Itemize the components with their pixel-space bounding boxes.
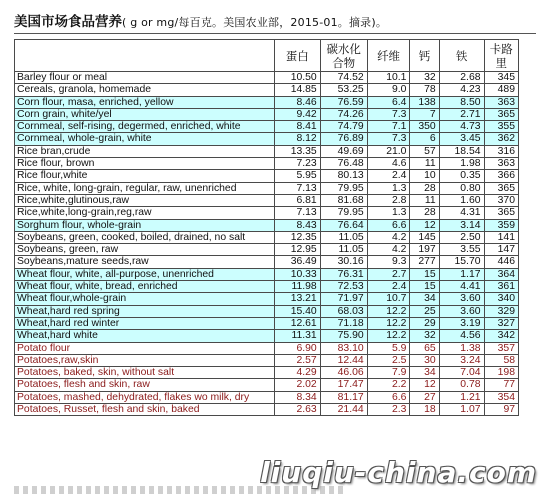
food-name-cell: Wheat,hard white (15, 330, 275, 342)
fiber-cell: 7.9 (367, 367, 410, 379)
table-row (15, 281, 519, 293)
fiber-cell: 6.4 (367, 96, 410, 108)
protein-cell: 6.90 (274, 342, 320, 354)
fiber-cell: 2.2 (367, 379, 410, 391)
calories-cell: 359 (484, 219, 518, 231)
protein-cell: 5.95 (274, 170, 320, 182)
fiber-cell: 1.3 (367, 207, 410, 219)
carbohydrate-cell: 74.52 (320, 72, 367, 84)
title-divider (14, 33, 536, 34)
table-row (15, 194, 519, 206)
calcium-cell: 65 (410, 342, 439, 354)
iron-cell: 7.04 (439, 367, 484, 379)
page-title (14, 13, 534, 32)
calcium-cell: 28 (410, 182, 439, 194)
table-row (15, 330, 519, 342)
calcium-cell: 25 (410, 305, 439, 317)
calories-cell: 370 (484, 194, 518, 206)
carbohydrate-cell: 21.44 (320, 404, 367, 416)
fiber-cell: 7.3 (367, 108, 410, 120)
iron-cell: 3.60 (439, 293, 484, 305)
iron-cell: 4.31 (439, 207, 484, 219)
food-name-cell: Rice flour, brown (15, 158, 275, 170)
fiber-cell: 10.7 (367, 293, 410, 305)
carbohydrate-cell: 12.44 (320, 354, 367, 366)
calcium-cell: 197 (410, 244, 439, 256)
table-row (15, 256, 519, 268)
carbohydrate-cell: 11.05 (320, 231, 367, 243)
fiber-cell: 6.6 (367, 219, 410, 231)
iron-cell: 3.19 (439, 317, 484, 329)
protein-cell: 2.63 (274, 404, 320, 416)
iron-cell: 18.54 (439, 145, 484, 157)
calcium-cell: 12 (410, 379, 439, 391)
calcium-cell: 11 (410, 194, 439, 206)
calories-cell: 77 (484, 379, 518, 391)
calories-cell: 354 (484, 391, 518, 403)
calcium-cell: 145 (410, 231, 439, 243)
fiber-cell: 7.1 (367, 121, 410, 133)
iron-cell: 3.24 (439, 354, 484, 366)
carbohydrate-cell: 81.68 (320, 194, 367, 206)
iron-cell: 4.56 (439, 330, 484, 342)
iron-cell: 1.38 (439, 342, 484, 354)
table-row (15, 145, 519, 157)
iron-cell: 1.17 (439, 268, 484, 280)
food-name-cell: Cereals, granola, homemade (15, 84, 275, 96)
table-row (15, 268, 519, 280)
table-header-row (15, 40, 519, 72)
fiber-cell: 2.4 (367, 170, 410, 182)
protein-cell: 10.50 (274, 72, 320, 84)
calories-cell: 355 (484, 121, 518, 133)
protein-cell: 7.23 (274, 158, 320, 170)
carbohydrate-cell: 83.10 (320, 342, 367, 354)
carbohydrate-cell: 76.89 (320, 133, 367, 145)
table-row (15, 219, 519, 231)
table-row (15, 158, 519, 170)
protein-cell: 8.34 (274, 391, 320, 403)
fiber-cell: 7.3 (367, 133, 410, 145)
food-name-cell: Corn flour, masa, enriched, yellow (15, 96, 275, 108)
calories-cell: 141 (484, 231, 518, 243)
food-name-cell: Rice,white,long-grain,reg,raw (15, 207, 275, 219)
calories-cell: 316 (484, 145, 518, 157)
food-name-cell: Barley flour or meal (15, 72, 275, 84)
carbohydrate-cell: 17.47 (320, 379, 367, 391)
calcium-cell: 15 (410, 281, 439, 293)
food-name-cell: Rice flour,white (15, 170, 275, 182)
carbohydrate-cell: 68.03 (320, 305, 367, 317)
table-row (15, 207, 519, 219)
calories-cell: 340 (484, 293, 518, 305)
carbohydrate-cell: 80.13 (320, 170, 367, 182)
header-iron: 铁 (439, 40, 484, 72)
protein-cell: 13.21 (274, 293, 320, 305)
calories-cell: 363 (484, 158, 518, 170)
table-row (15, 317, 519, 329)
fiber-cell: 12.2 (367, 330, 410, 342)
protein-cell: 11.98 (274, 281, 320, 293)
fiber-cell: 2.4 (367, 281, 410, 293)
calcium-cell: 29 (410, 317, 439, 329)
nutrition-table (14, 39, 519, 416)
iron-cell: 1.98 (439, 158, 484, 170)
fiber-cell: 5.9 (367, 342, 410, 354)
food-name-cell: Rice, white, long-grain, regular, raw, unenriched (15, 182, 275, 194)
iron-cell: 4.41 (439, 281, 484, 293)
carbohydrate-cell: 75.90 (320, 330, 367, 342)
fiber-cell: 4.6 (367, 158, 410, 170)
table-row (15, 231, 519, 243)
calories-cell: 364 (484, 268, 518, 280)
protein-cell: 10.33 (274, 268, 320, 280)
carbohydrate-cell: 74.79 (320, 121, 367, 133)
food-name-cell: Soybeans, green, raw (15, 244, 275, 256)
calories-cell: 357 (484, 342, 518, 354)
food-name-cell: Cornmeal, self-rising, degermed, enriched, white (15, 121, 275, 133)
food-name-cell: Sorghum flour, whole-grain (15, 219, 275, 231)
fiber-cell: 9.0 (367, 84, 410, 96)
food-name-cell: Wheat,hard red winter (15, 317, 275, 329)
calories-cell: 363 (484, 96, 518, 108)
calcium-cell: 32 (410, 72, 439, 84)
iron-cell: 3.60 (439, 305, 484, 317)
calcium-cell: 7 (410, 108, 439, 120)
table-row (15, 342, 519, 354)
protein-cell: 8.12 (274, 133, 320, 145)
table-row (15, 84, 519, 96)
title-subtitle: ( g or mg/每百克。美国农业部，2015-01。摘录)。 (122, 16, 388, 29)
fiber-cell: 9.3 (367, 256, 410, 268)
protein-cell: 2.02 (274, 379, 320, 391)
calories-cell: 362 (484, 133, 518, 145)
protein-cell: 8.41 (274, 121, 320, 133)
watermark: liuqiu-china.com (260, 456, 537, 489)
calcium-cell: 27 (410, 391, 439, 403)
fiber-cell: 12.2 (367, 305, 410, 317)
calcium-cell: 138 (410, 96, 439, 108)
calcium-cell: 277 (410, 256, 439, 268)
calcium-cell: 6 (410, 133, 439, 145)
iron-cell: 1.07 (439, 404, 484, 416)
iron-cell: 3.55 (439, 244, 484, 256)
table-row (15, 121, 519, 133)
protein-cell: 8.46 (274, 96, 320, 108)
table-row (15, 379, 519, 391)
calcium-cell: 350 (410, 121, 439, 133)
protein-cell: 9.42 (274, 108, 320, 120)
calories-cell: 198 (484, 367, 518, 379)
protein-cell: 7.13 (274, 207, 320, 219)
carbohydrate-cell: 71.97 (320, 293, 367, 305)
food-name-cell: Wheat flour, white, bread, enriched (15, 281, 275, 293)
fiber-cell: 2.8 (367, 194, 410, 206)
protein-cell: 8.43 (274, 219, 320, 231)
carbohydrate-cell: 72.53 (320, 281, 367, 293)
iron-cell: 0.78 (439, 379, 484, 391)
header-fiber: 纤维 (367, 40, 410, 72)
table-row (15, 244, 519, 256)
table-row (15, 293, 519, 305)
calories-cell: 446 (484, 256, 518, 268)
iron-cell: 0.80 (439, 182, 484, 194)
calcium-cell: 57 (410, 145, 439, 157)
carbohydrate-cell: 46.06 (320, 367, 367, 379)
calories-cell: 97 (484, 404, 518, 416)
carbohydrate-cell: 30.16 (320, 256, 367, 268)
protein-cell: 13.35 (274, 145, 320, 157)
carbohydrate-cell: 76.48 (320, 158, 367, 170)
fiber-cell: 10.1 (367, 72, 410, 84)
fiber-cell: 2.3 (367, 404, 410, 416)
protein-cell: 12.35 (274, 231, 320, 243)
calories-cell: 365 (484, 108, 518, 120)
calories-cell: 147 (484, 244, 518, 256)
table-row (15, 404, 519, 416)
protein-cell: 36.49 (274, 256, 320, 268)
carbohydrate-cell: 76.64 (320, 219, 367, 231)
carbohydrate-cell: 79.95 (320, 182, 367, 194)
protein-cell: 15.40 (274, 305, 320, 317)
table-row (15, 133, 519, 145)
table-row (15, 305, 519, 317)
food-name-cell: Potatoes,raw,skin (15, 354, 275, 366)
carbohydrate-cell: 74.26 (320, 108, 367, 120)
iron-cell: 2.50 (439, 231, 484, 243)
food-name-cell: Corn grain, white/yel (15, 108, 275, 120)
carbohydrate-cell: 71.18 (320, 317, 367, 329)
calcium-cell: 28 (410, 207, 439, 219)
calcium-cell: 34 (410, 293, 439, 305)
iron-cell: 1.21 (439, 391, 484, 403)
table-row (15, 108, 519, 120)
food-name-cell: Wheat flour,whole-grain (15, 293, 275, 305)
fiber-cell: 4.2 (367, 231, 410, 243)
header-carbohydrate: 碳水化合物 (320, 40, 367, 72)
calcium-cell: 10 (410, 170, 439, 182)
fiber-cell: 4.2 (367, 244, 410, 256)
table-row (15, 354, 519, 366)
calories-cell: 365 (484, 182, 518, 194)
table-row (15, 182, 519, 194)
protein-cell: 11.31 (274, 330, 320, 342)
protein-cell: 4.29 (274, 367, 320, 379)
iron-cell: 3.45 (439, 133, 484, 145)
calories-cell: 365 (484, 207, 518, 219)
iron-cell: 0.35 (439, 170, 484, 182)
fiber-cell: 12.2 (367, 317, 410, 329)
iron-cell: 8.50 (439, 96, 484, 108)
calories-cell: 327 (484, 317, 518, 329)
calcium-cell: 18 (410, 404, 439, 416)
carbohydrate-cell: 11.05 (320, 244, 367, 256)
fiber-cell: 2.5 (367, 354, 410, 366)
carbohydrate-cell: 76.31 (320, 268, 367, 280)
header-calcium: 钙 (410, 40, 439, 72)
food-name-cell: Potatoes, Russet, flesh and skin, baked (15, 404, 275, 416)
calcium-cell: 78 (410, 84, 439, 96)
calories-cell: 366 (484, 170, 518, 182)
carbohydrate-cell: 76.59 (320, 96, 367, 108)
food-name-cell: Cornmeal, whole-grain, white (15, 133, 275, 145)
fiber-cell: 2.7 (367, 268, 410, 280)
calories-cell: 329 (484, 305, 518, 317)
food-name-cell: Potatoes, flesh and skin, raw (15, 379, 275, 391)
calcium-cell: 15 (410, 268, 439, 280)
calories-cell: 361 (484, 281, 518, 293)
table-row (15, 170, 519, 182)
food-name-cell: Soybeans,mature seeds,raw (15, 256, 275, 268)
iron-cell: 1.60 (439, 194, 484, 206)
food-name-cell: Potato flour (15, 342, 275, 354)
calories-cell: 342 (484, 330, 518, 342)
iron-cell: 3.14 (439, 219, 484, 231)
calories-cell: 58 (484, 354, 518, 366)
calories-cell: 489 (484, 84, 518, 96)
food-name-cell: Wheat flour, white, all-purpose, unenriched (15, 268, 275, 280)
food-name-cell: Rice bran,crude (15, 145, 275, 157)
protein-cell: 14.85 (274, 84, 320, 96)
table-row (15, 391, 519, 403)
iron-cell: 2.68 (439, 72, 484, 84)
iron-cell: 2.71 (439, 108, 484, 120)
carbohydrate-cell: 79.95 (320, 207, 367, 219)
calories-cell: 345 (484, 72, 518, 84)
header-protein: 蛋白 (274, 40, 320, 72)
table-row (15, 72, 519, 84)
calcium-cell: 11 (410, 158, 439, 170)
table-row (15, 367, 519, 379)
title-main: 美国市场食品营养 (14, 14, 122, 30)
calcium-cell: 34 (410, 367, 439, 379)
iron-cell: 15.70 (439, 256, 484, 268)
header-name (15, 40, 275, 72)
food-name-cell: Wheat,hard red spring (15, 305, 275, 317)
header-calories: 卡路里 (484, 40, 518, 72)
fiber-cell: 1.3 (367, 182, 410, 194)
protein-cell: 6.81 (274, 194, 320, 206)
fiber-cell: 6.6 (367, 391, 410, 403)
protein-cell: 12.95 (274, 244, 320, 256)
iron-cell: 4.73 (439, 121, 484, 133)
calcium-cell: 12 (410, 219, 439, 231)
protein-cell: 12.61 (274, 317, 320, 329)
carbohydrate-cell: 49.69 (320, 145, 367, 157)
food-name-cell: Rice,white,glutinous,raw (15, 194, 275, 206)
food-name-cell: Soybeans, green, cooked, boiled, drained, no salt (15, 231, 275, 243)
carbohydrate-cell: 53.25 (320, 84, 367, 96)
fiber-cell: 21.0 (367, 145, 410, 157)
food-name-cell: Potatoes, mashed, dehydrated, flakes wo milk, dry (15, 391, 275, 403)
food-name-cell: Potatoes, baked, skin, without salt (15, 367, 275, 379)
protein-cell: 2.57 (274, 354, 320, 366)
calcium-cell: 32 (410, 330, 439, 342)
protein-cell: 7.13 (274, 182, 320, 194)
table-body (15, 72, 519, 416)
calcium-cell: 30 (410, 354, 439, 366)
carbohydrate-cell: 81.17 (320, 391, 367, 403)
table-row (15, 96, 519, 108)
iron-cell: 4.23 (439, 84, 484, 96)
